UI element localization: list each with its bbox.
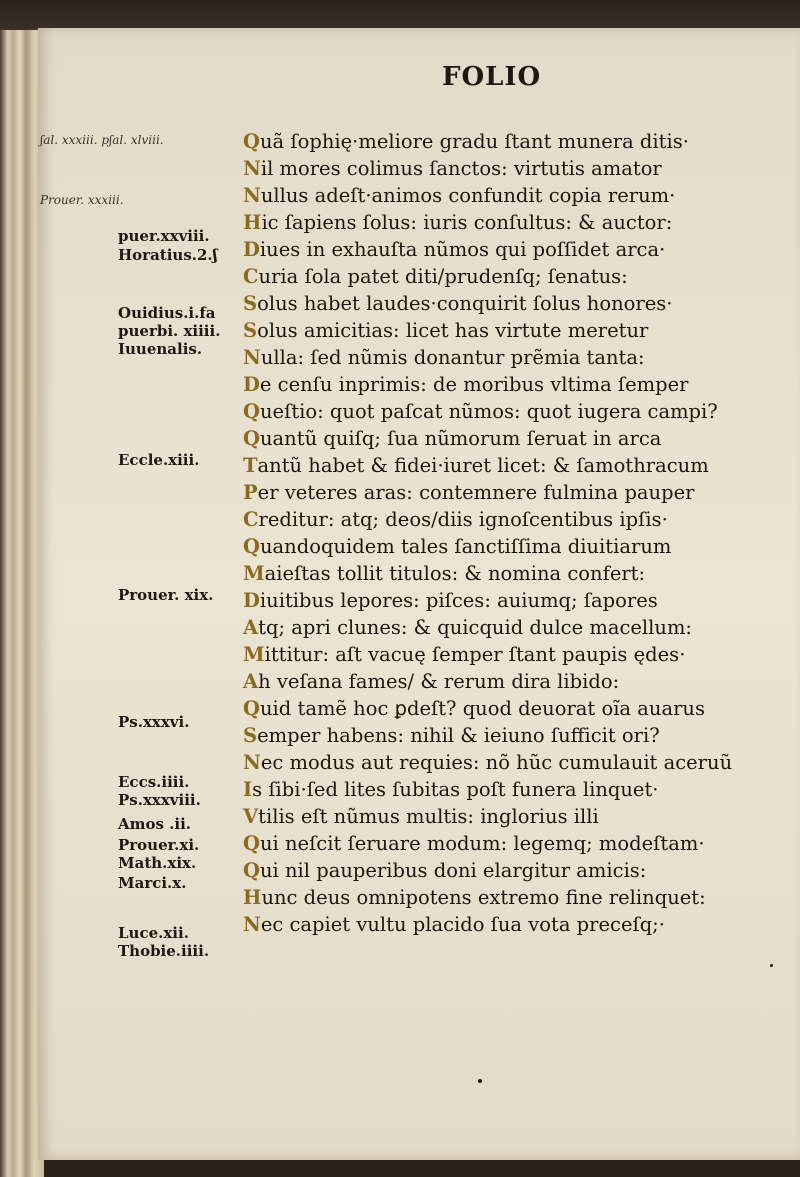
verse-line-text: emper habens: nihil & ieiuno ſufficit ori? bbox=[257, 724, 660, 747]
initial-letter: A bbox=[243, 670, 259, 693]
margin-note: puerbi. xiiii. bbox=[118, 322, 221, 340]
verse-line-text: uã ſophię·meliore gradu ſtant munera ditis· bbox=[260, 130, 689, 153]
initial-letter: Q bbox=[243, 859, 260, 882]
verse-line-text: il mores colimus ſanctos: virtutis amator bbox=[260, 157, 662, 180]
initial-letter: S bbox=[243, 292, 258, 315]
verse-line-text: tq; apri clunes: & quicquid dulce macellum: bbox=[258, 616, 693, 639]
initial-letter: H bbox=[243, 211, 262, 234]
initial-letter: V bbox=[243, 805, 259, 828]
verse-line bbox=[243, 372, 688, 397]
margin-note: Eccs.iiii. bbox=[118, 773, 190, 791]
margin-note: puer.xxviii. bbox=[118, 227, 210, 245]
verse-line bbox=[243, 399, 718, 424]
verse-line bbox=[243, 696, 705, 721]
verse-line-text: ui neſcit ſeruare modum: legemq; modeſtam· bbox=[260, 832, 705, 855]
initial-letter: S bbox=[243, 319, 258, 342]
margin-note: Eccle.xiii. bbox=[118, 451, 200, 469]
verse-line bbox=[243, 507, 668, 532]
verse-line-text: h veſana fames/ & rerum dira libido: bbox=[258, 670, 620, 693]
initial-letter: D bbox=[243, 589, 260, 612]
verse-line-text: ulla: ſed nũmis donantur prẽmia tanta: bbox=[260, 346, 645, 369]
verse-line bbox=[243, 588, 658, 613]
initial-letter: T bbox=[243, 454, 258, 477]
verse-line bbox=[243, 750, 732, 775]
verse-line bbox=[243, 669, 619, 694]
initial-letter: M bbox=[243, 562, 265, 585]
verse-line bbox=[243, 129, 689, 154]
verse-line bbox=[243, 723, 660, 748]
verse-line-text: iuitibus lepores: piſces: auiumq; ſapores bbox=[259, 589, 658, 612]
margin-note: Math.xix. bbox=[118, 854, 197, 872]
verse-line bbox=[243, 264, 628, 289]
verse-line-text: ec modus aut requies: nõ hũc cumulauit aceruũ bbox=[260, 751, 733, 774]
verse-line bbox=[243, 777, 659, 802]
margin-note: Luce.xii. bbox=[118, 924, 189, 942]
verse-line-text: olus amicitias: licet has virtute meretur bbox=[257, 319, 649, 342]
initial-letter: C bbox=[243, 508, 259, 531]
initial-letter: Q bbox=[243, 535, 260, 558]
verse-line-text: uantũ quiſq; ſua nũmorum ſeruat in arca bbox=[260, 427, 662, 450]
verse-line-text: ullus adeſt·animos confundit copia rerum· bbox=[260, 184, 676, 207]
verse-line bbox=[243, 291, 672, 316]
verse-line bbox=[243, 912, 665, 937]
ink-dot bbox=[478, 1079, 482, 1083]
verse-line-text: reditur: atq; deos/diis ignoſcentibus ipſis· bbox=[258, 508, 668, 531]
verse-line-text: ittitur: aſt vacuę ſemper ſtant paupis ędes· bbox=[264, 643, 686, 666]
initial-letter: N bbox=[243, 913, 261, 936]
ink-dot bbox=[770, 964, 773, 967]
verse-line-text: ui nil pauperibus doni elargitur amicis: bbox=[260, 859, 647, 882]
verse-line bbox=[243, 426, 661, 451]
margin-note: Ps.xxxvi. bbox=[118, 713, 190, 731]
initial-letter: M bbox=[243, 643, 265, 666]
initial-letter: N bbox=[243, 184, 261, 207]
verse-line bbox=[243, 642, 685, 667]
verse-line bbox=[243, 831, 705, 856]
margin-note: Ps.xxxviii. bbox=[118, 791, 201, 809]
initial-letter: Q bbox=[243, 400, 260, 423]
verse-line bbox=[243, 183, 675, 208]
verse-line bbox=[243, 210, 672, 235]
verse-line-text: ec capiet vultu placido ſua vota preceſq;· bbox=[260, 913, 665, 936]
verse-line bbox=[243, 534, 671, 559]
initial-letter: Q bbox=[243, 832, 260, 855]
initial-letter: Q bbox=[243, 130, 260, 153]
margin-note: Amos .ii. bbox=[118, 815, 192, 833]
verse-line bbox=[243, 453, 709, 478]
margin-note: Ouidius.i.fa bbox=[118, 304, 216, 322]
verse-line-text: uandoquidem tales ſanctiſſima diuitiarum bbox=[260, 535, 672, 558]
verse-line bbox=[243, 345, 645, 370]
initial-letter: N bbox=[243, 346, 261, 369]
verse-line-text: iues in exhauſta nũmos qui poſſidet arca· bbox=[259, 238, 666, 261]
margin-note: Prouer. xix. bbox=[118, 586, 214, 604]
handwritten-note: Prouer. xxxiii. bbox=[40, 193, 124, 207]
verse-line bbox=[243, 561, 645, 586]
verse-line-text: s ſibi·ſed lites ſubitas poſt funera linquet· bbox=[252, 778, 659, 801]
verse-line-text: er veteres aras: contemnere fulmina pauper bbox=[257, 481, 695, 504]
folio-header: FOLIO bbox=[442, 62, 542, 92]
margin-note: Thobie.iiii. bbox=[118, 942, 210, 960]
margin-note: Prouer.xi. bbox=[118, 836, 200, 854]
initial-letter: N bbox=[243, 751, 261, 774]
verse-line bbox=[243, 318, 648, 343]
initial-letter: D bbox=[243, 373, 260, 396]
handwritten-note: ʃal. xxxiii. pʃal. xlviii. bbox=[40, 133, 164, 147]
verse-line-text: uid tamẽ hoc ꝑdeſt? quod deuorat oĩa auarus bbox=[260, 697, 705, 720]
margin-note: Marci.x. bbox=[118, 874, 187, 892]
verse-line-text: antũ habet & fidei·iuret licet: & ſamothracum bbox=[257, 454, 709, 477]
margin-note: Horatius.2.ʃ bbox=[118, 246, 218, 264]
verse-line bbox=[243, 885, 706, 910]
initial-letter: H bbox=[243, 886, 262, 909]
verse-line-text: ic ſapiens ſolus: iuris conſultus: & auctor: bbox=[261, 211, 673, 234]
verse-line-text: uria ſola patet diti/prudenſq; ſenatus: bbox=[258, 265, 628, 288]
initial-letter: A bbox=[243, 616, 259, 639]
verse-line bbox=[243, 480, 694, 505]
initial-letter: N bbox=[243, 157, 261, 180]
initial-letter: Q bbox=[243, 697, 260, 720]
initial-letter: I bbox=[243, 778, 253, 801]
verse-line-text: e cenſu inprimis: de moribus vltima ſemper bbox=[259, 373, 689, 396]
initial-letter: D bbox=[243, 238, 260, 261]
verse-line bbox=[243, 858, 646, 883]
initial-letter: Q bbox=[243, 427, 260, 450]
verse-line bbox=[243, 237, 665, 262]
verse-line-text: tilis eſt nũmus multis: inglorius illi bbox=[258, 805, 599, 828]
verse-line bbox=[243, 615, 692, 640]
margin-note: Iuuenalis. bbox=[118, 340, 203, 358]
book-top-edge bbox=[0, 0, 800, 30]
verse-line-text: ueſtio: quot paſcat nũmos: quot iugera campi? bbox=[260, 400, 718, 423]
verse-line-text: unc deus omnipotens extremo fine relinquet: bbox=[261, 886, 706, 909]
initial-letter: P bbox=[243, 481, 258, 504]
verse-line bbox=[243, 156, 662, 181]
verse-line bbox=[243, 804, 599, 829]
verse-line-text: aieſtas tollit titulos: & nomina confert: bbox=[264, 562, 646, 585]
verse-line-text: olus habet laudes·conquirit ſolus honores· bbox=[257, 292, 673, 315]
initial-letter: C bbox=[243, 265, 259, 288]
initial-letter: S bbox=[243, 724, 258, 747]
